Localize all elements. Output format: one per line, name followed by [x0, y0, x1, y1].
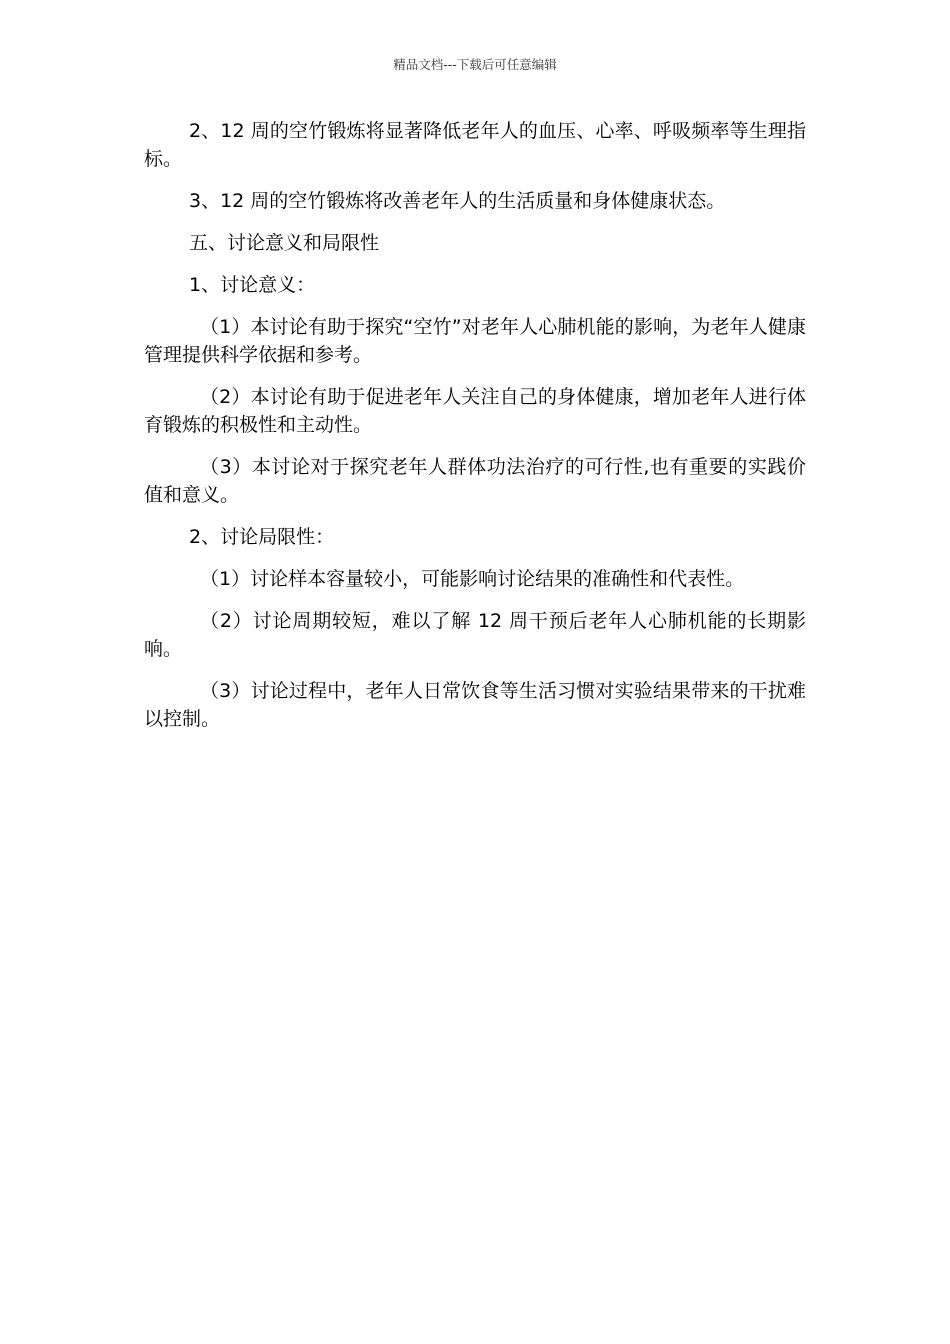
paragraph-limitation-2: （2）讨论周期较短，难以了解 12 周干预后老年人心肺机能的长期影响。	[144, 610, 806, 660]
section-heading-significance-limitations: 五、讨论意义和局限性	[189, 232, 380, 254]
paragraph-significance-2: （2）本讨论有助于促进老年人关注自己的身体健康，增加老年人进行体育锻炼的积极性和主动性。	[144, 386, 806, 436]
subheading-significance: 1、讨论意义：	[189, 274, 316, 296]
document-body	[144, 117, 806, 747]
subheading-limitations: 2、讨论局限性：	[189, 526, 335, 548]
paragraph-hypothesis-2: 2、12 周的空竹锻炼将显著降低老年人的血压、心率、呼吸频率等生理指标。	[144, 120, 806, 170]
paragraph-limitation-3: （3）讨论过程中，老年人日常饮食等生活习惯对实验结果带来的干扰难以控制。	[144, 680, 806, 730]
paragraph-significance-3: （3）本讨论对于探究老年人群体功法治疗的可行性,也有重要的实践价值和意义。	[144, 456, 806, 506]
paragraph-significance-1: （1）本讨论有助于探究“空竹”对老年人心肺机能的影响，为老年人健康管理提供科学依据和参考。	[144, 316, 806, 366]
paragraph-hypothesis-3: 3、12 周的空竹锻炼将改善老年人的生活质量和身体健康状态。	[189, 190, 726, 212]
paragraph-limitation-1: （1）讨论样本容量较小，可能影响讨论结果的准确性和代表性。	[200, 568, 745, 590]
page-header: 精品文档---下载后可任意编辑	[393, 57, 557, 72]
